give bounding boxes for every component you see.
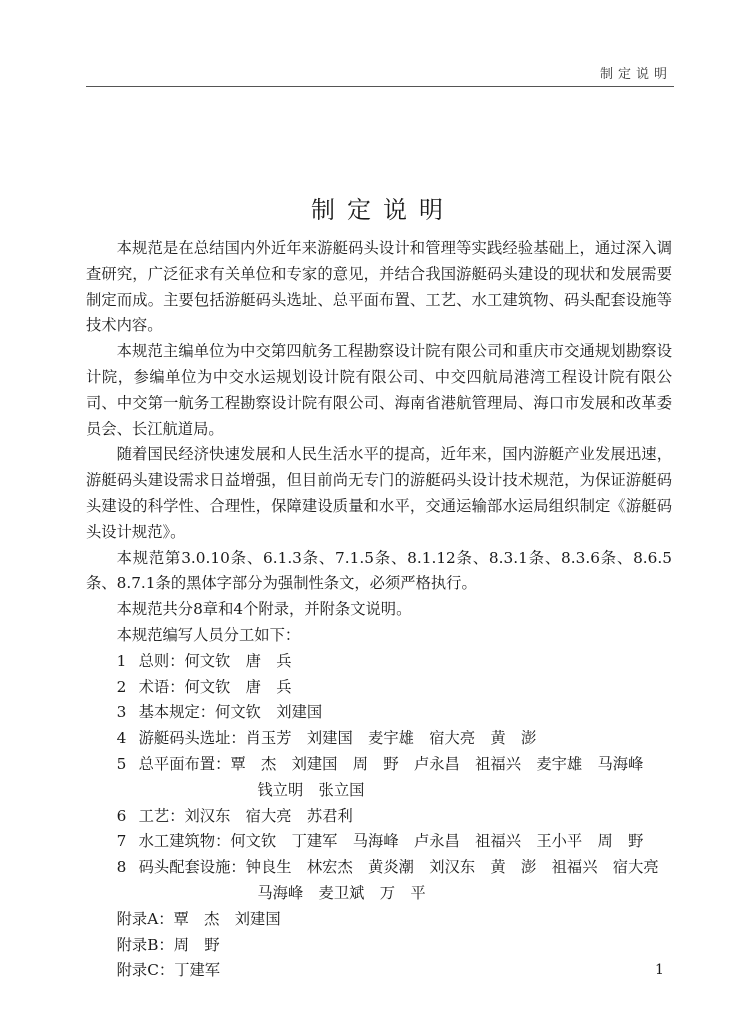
appendix-c: 附录C：丁建军 (116, 961, 221, 980)
list-item (86, 855, 672, 881)
chapter-number: 5 (116, 754, 127, 773)
chapter-number: 6 (116, 806, 127, 825)
list-item (86, 829, 672, 855)
page-number: 1 (655, 962, 664, 978)
chapter-authors: 总平面布置：覃 杰 刘建国 周 野 卢永昌 祖福兴 麦宇雄 马海峰 (138, 754, 644, 773)
chapter-author-list (86, 649, 672, 907)
chapter-number: 2 (116, 677, 127, 696)
appendix-b: 附录B：周 野 (116, 935, 220, 954)
chapter-number: 3 (116, 703, 127, 722)
list-item (86, 726, 672, 752)
list-item (86, 804, 672, 830)
chapter-number: 1 (116, 651, 127, 670)
list-item-continuation: 钱立明 张立国 (257, 780, 365, 799)
chapter-authors: 游艇码头选址：肖玉芳 刘建国 麦宇雄 宿大亮 黄 澎 (138, 729, 537, 748)
chapter-authors: 水工建筑物：何文钦 丁建军 马海峰 卢永昌 祖福兴 王小平 周 野 (138, 832, 644, 851)
paragraph-intro: 本规范是在总结国内外近年来游艇码头设计和管理等实践经验基础上，通过深入调查研究，广泛征求有关单位和专家的意见，并结合我国游艇码头建设的现状和发展需要制定而成。主要包括游艇码头选址、总平面布置、工艺、水工建筑物、码头配套设施等技术内容。 (86, 239, 672, 335)
chapter-authors: 术语：何文钦 唐 兵 (138, 677, 292, 696)
chapter-number: 7 (116, 832, 127, 851)
paragraph-units: 本规范主编单位为中交第四航务工程勘察设计院有限公司和重庆市交通规划勘察设计院，参编单位为中交水运规划设计院有限公司、中交四航局港湾工程设计院有限公司、中交第一航务工程勘察设计院有限公司、海南省港航管理局、海口市发展和改革委员会、长江航道局。 (86, 342, 672, 438)
list-item (86, 700, 672, 726)
chapter-number: 4 (116, 729, 127, 748)
chapter-authors: 总则：何文钦 唐 兵 (138, 651, 292, 670)
chapter-authors: 工艺：刘汉东 宿大亮 苏君利 (138, 806, 353, 825)
list-item (86, 675, 672, 701)
paragraph-mandatory: 本规范第3.0.10条、6.1.3条、7.1.5条、8.1.12条、8.3.1条、8.3.6条、8.6.5条、8.7.1条的黑体字部分为强制性条文，必须严格执行。 (86, 548, 672, 593)
header-divider (86, 86, 674, 87)
document-body (86, 236, 672, 984)
chapter-authors: 码头配套设施：钟良生 林宏杰 黄炎潮 刘汉东 黄 澎 祖福兴 宿大亮 (138, 858, 659, 877)
chapter-authors: 基本规定：何文钦 刘建国 (138, 703, 323, 722)
division-heading: 本规范编写人员分工如下： (116, 625, 301, 644)
running-header: 制定说明 (599, 67, 672, 82)
page-title: 制定说明 (311, 196, 455, 224)
list-item (86, 649, 672, 675)
summary-line: 本规范共分8章和4个附录，并附条文说明。 (116, 600, 412, 619)
list-item-continuation: 马海峰 麦卫斌 万 平 (257, 883, 426, 902)
list-item (86, 752, 672, 778)
appendix-a: 附录A：覃 杰 刘建国 (116, 909, 281, 928)
paragraph-background: 随着国民经济快速发展和人民生活水平的提高，近年来，国内游艇产业发展迅速，游艇码头建设需求日益增强，但目前尚无专门的游艇码头设计技术规范，为保证游艇码头建设的科学性、合理性，保障建设质量和水平，交通运输部水运局组织制定《游艇码头设计规范》。 (86, 445, 672, 541)
chapter-number: 8 (116, 858, 127, 877)
